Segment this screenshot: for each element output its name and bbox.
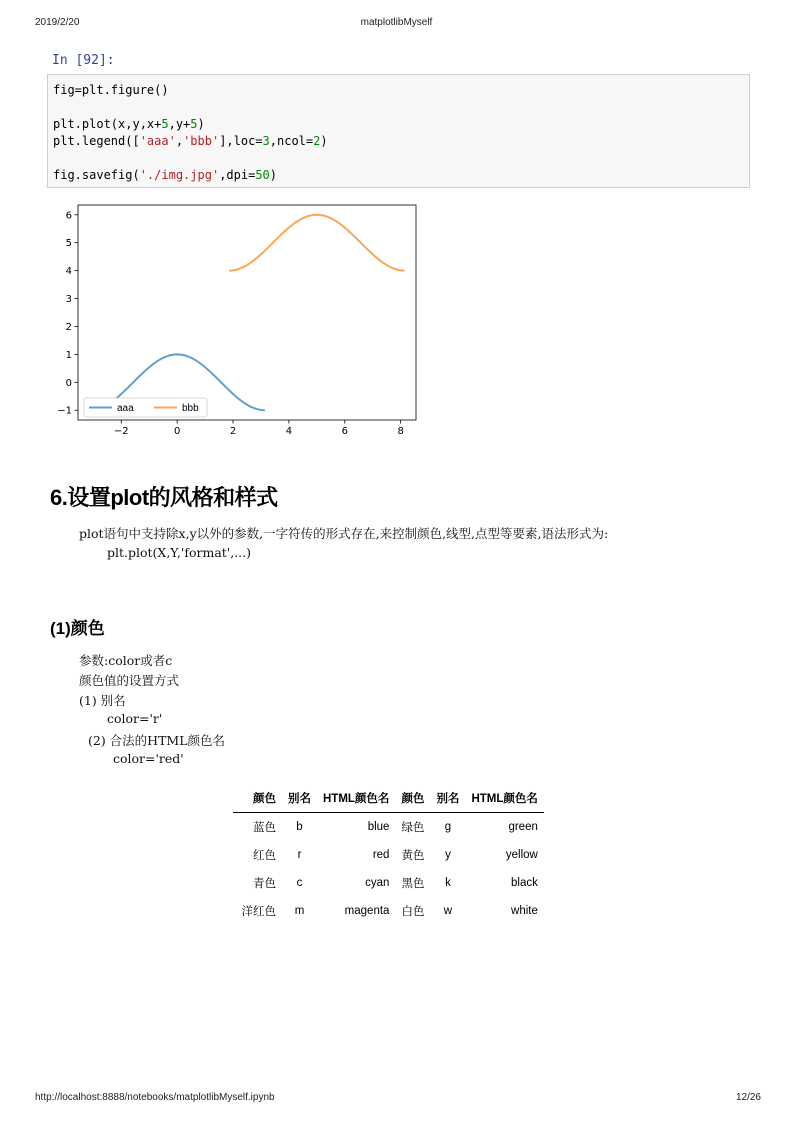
color-table (233, 786, 544, 925)
y-tick-label: 2 (65, 321, 72, 333)
x-tick-label: −2 (113, 426, 129, 434)
code-cell[interactable] (47, 74, 750, 188)
table-cell: white (511, 905, 538, 917)
syntax-line: plt.plot(X,Y,'format',...) (107, 545, 252, 560)
table-cell: y (445, 849, 451, 861)
section-intro: plot语句中支持除x,y以外的参数,一字符传的形式存在,来控制颜色,线型,点型等要素,语法形式为: (79, 526, 609, 541)
legend (84, 398, 207, 417)
table-cell: r (297, 849, 302, 861)
table-cell: 白色 (401, 906, 425, 918)
table-row (233, 869, 544, 897)
page-number: 12/26 (735, 1092, 761, 1103)
y-axis-ticks (57, 210, 78, 416)
cell-prompt: In [92]: (52, 53, 115, 68)
x-tick-label: 4 (285, 426, 293, 434)
print-date: 2019/2/20 (35, 17, 80, 28)
table-cell: w (443, 905, 453, 917)
table-header-row (233, 786, 544, 813)
text-line: (2) 合法的HTML颜色名 (88, 733, 226, 748)
table-cell: black (511, 877, 538, 889)
column-header: 颜色 (233, 786, 282, 813)
y-tick-label: 4 (65, 266, 72, 278)
x-tick-label: 0 (173, 426, 181, 434)
text-line: color='r' (107, 711, 163, 726)
table-cell: c (296, 877, 303, 889)
table-cell: green (508, 821, 538, 833)
table-cell: red (372, 849, 390, 861)
print-title: matplotlibMyself (360, 17, 433, 28)
table-cell: 红色 (253, 850, 276, 862)
table-cell: cyan (365, 877, 390, 889)
text-line: color='red' (113, 751, 184, 766)
table-cell: b (296, 821, 303, 833)
legend-label-bbb: bbb (182, 403, 199, 414)
table-cell: 黑色 (401, 878, 425, 890)
x-tick-label: 6 (341, 426, 348, 434)
table-cell: yellow (505, 849, 538, 861)
code-line: fig=plt.figure() (53, 83, 169, 97)
text-line: (1) 别名 (79, 693, 126, 708)
column-header: 颜色 (395, 786, 430, 813)
table-row (233, 841, 544, 869)
table-row (233, 897, 544, 925)
table-cell: g (444, 821, 452, 833)
code-line: fig.savefig('./img.jpg',dpi=50) (53, 168, 277, 182)
line-chart (44, 198, 424, 434)
y-tick-label: −1 (57, 405, 72, 417)
table-cell: k (445, 877, 451, 889)
table-cell: blue (367, 821, 390, 833)
y-tick-label: 3 (65, 294, 72, 306)
table-cell: magenta (344, 905, 390, 917)
x-tick-label: 2 (229, 426, 237, 434)
table-cell: 洋红色 (241, 906, 276, 918)
column-header: 别名 (282, 786, 317, 813)
column-header: HTML颜色名 (465, 786, 543, 813)
table-cell: 蓝色 (253, 822, 276, 834)
y-tick-label: 6 (65, 210, 72, 222)
table-cell: 黄色 (401, 850, 425, 862)
code-line-blank (53, 150, 749, 167)
y-tick-label: 1 (65, 349, 72, 361)
legend-label-aaa: aaa (117, 403, 134, 414)
code-line: plt.legend(['aaa','bbb'],loc=3,ncol=2) (53, 134, 328, 148)
code-line: plt.plot(x,y,x+5,y+5) (53, 117, 205, 131)
column-header: HTML颜色名 (317, 786, 395, 813)
x-axis-ticks (114, 420, 404, 434)
column-header: 别名 (430, 786, 465, 813)
text-line: 参数:color或者c (79, 653, 173, 668)
table-row (233, 813, 544, 842)
table-cell: 青色 (253, 878, 276, 890)
table-cell: m (294, 905, 305, 917)
subsection-heading: (1)颜色 (50, 619, 105, 638)
x-tick-label: 8 (397, 426, 404, 434)
section-heading: 6.设置plot的风格和样式 (50, 485, 278, 510)
y-tick-label: 0 (65, 377, 72, 389)
code-line-blank (53, 99, 749, 116)
table-cell: 绿色 (401, 822, 425, 834)
footer-url: http://localhost:8888/notebooks/matplotlibMyself.ipynb (35, 1092, 275, 1103)
y-tick-label: 5 (65, 238, 72, 250)
text-line: 颜色值的设置方式 (79, 673, 180, 688)
